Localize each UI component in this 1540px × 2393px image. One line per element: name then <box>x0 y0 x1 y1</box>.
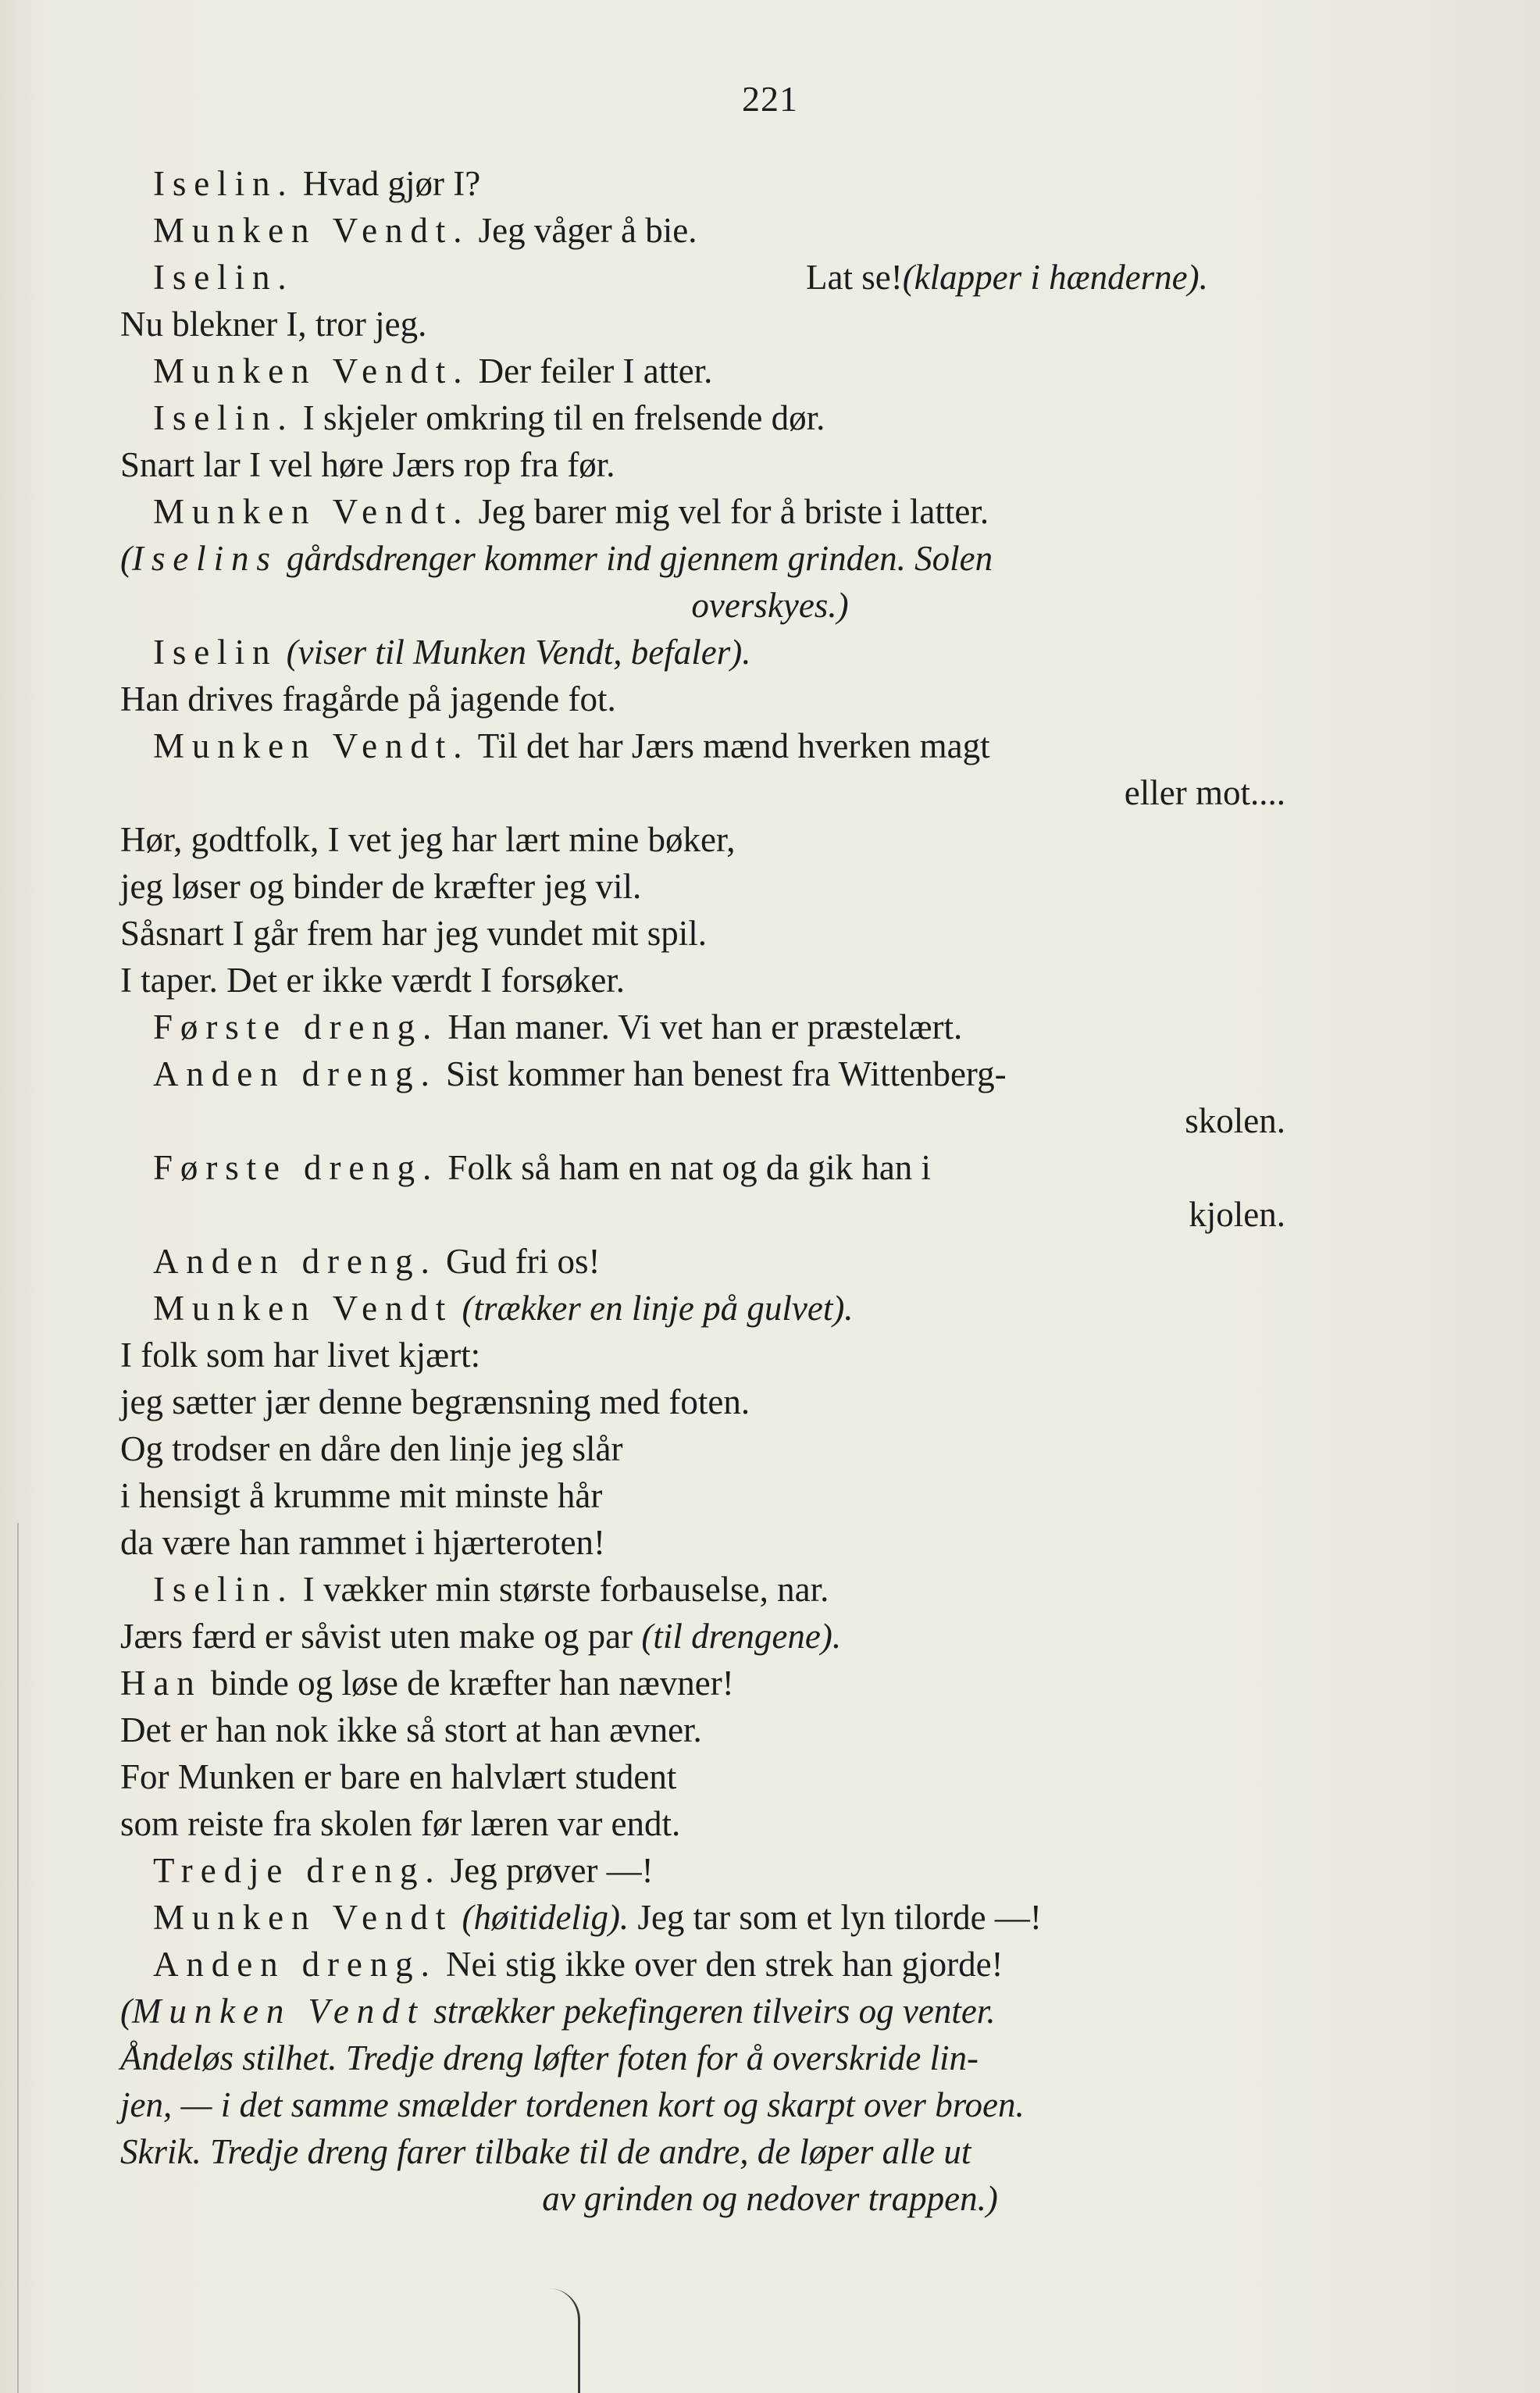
verse-line <box>120 676 616 722</box>
stage-direction: (Munken Vendt strækker pekefingeren tilveirs og venter. <box>120 1992 996 2031</box>
page-edge-rule <box>17 1523 19 2393</box>
speaker-name: Iselin. <box>153 398 294 437</box>
dialogue-line <box>153 348 712 394</box>
speaker-name: Munken Vendt. <box>153 726 470 765</box>
line-text: Gud fri os! <box>437 1242 601 1281</box>
line-text: som reiste fra skolen før læren var endt. <box>120 1804 681 1843</box>
line-text: kjolen. <box>1189 1195 1285 1234</box>
line-text: Jeg prøver —! <box>441 1851 654 1890</box>
speaker-name: Munken Vendt <box>153 1289 454 1328</box>
line-text: Der feiler I atter. <box>469 351 713 391</box>
line-text: jeg sætter jær denne begrænsning med foten. <box>120 1382 750 1421</box>
speaker-name: Iselin. <box>153 164 294 203</box>
verse-line <box>120 910 707 957</box>
speaker-name: Munken Vendt. <box>153 211 470 250</box>
stage-direction: jen, — i det samme smælder tordenen kort og skarpt over broen. <box>120 2085 1025 2124</box>
line-text: jeg løser og binder de kræfter jeg vil. <box>120 867 642 906</box>
line-text: For Munken er bare en halvlært student <box>120 1757 677 1796</box>
line-text: I skjeler omkring til en frelsende dør. <box>294 398 825 437</box>
speaker-name: Anden dreng. <box>153 1242 437 1281</box>
speaker-name: Første dreng. <box>153 1148 440 1187</box>
verse-line <box>120 957 625 1004</box>
line-text: Folk så ham en nat og da gik han i <box>439 1148 932 1187</box>
verse-line <box>120 1800 680 1847</box>
speaker-name: Iselin. <box>153 1570 294 1609</box>
speaker-name: Første dreng. <box>153 1007 440 1047</box>
line-text: eller mot.... <box>1124 773 1285 812</box>
dialogue-line <box>153 1285 854 1332</box>
dialogue-line <box>153 1894 1042 1941</box>
line-text: Lat se! <box>806 258 903 297</box>
line-text: Jærs færd er såvist uten make og par <box>120 1617 633 1656</box>
verse-continuation <box>1189 1191 1285 1238</box>
dialogue-line <box>153 1941 1003 1988</box>
dialogue-line <box>153 1144 931 1191</box>
verse-line <box>120 1753 676 1800</box>
speaker-name: Iselin <box>153 633 278 672</box>
dialogue-line-right <box>806 254 1208 301</box>
line-text: Han maner. Vi vet han er præstelært. <box>439 1007 963 1047</box>
stage-direction: (viser til Munken Vendt, befaler). <box>277 633 751 672</box>
page-number: 221 <box>742 79 798 119</box>
dialogue-line <box>153 160 480 207</box>
dialogue-line <box>153 1004 962 1050</box>
speaker-name: Iselin. <box>153 258 294 297</box>
emphasized-word: Han <box>120 1664 202 1703</box>
dialogue-line <box>153 1847 654 1894</box>
dialogue-line <box>153 254 294 301</box>
verse-line <box>120 1613 841 1660</box>
line-text: Til det har Jærs mænd hverken magt <box>469 726 990 765</box>
line-text: Hør, godtfolk, I vet jeg har lært mine bøker, <box>120 820 736 859</box>
line-text: Nei stig ikke over den strek han gjorde! <box>437 1945 1003 1984</box>
verse-line <box>120 1425 623 1472</box>
dialogue-line <box>153 207 697 254</box>
stage-speaker-name: Munken Vendt <box>132 1992 425 2031</box>
verse-line <box>120 1332 480 1378</box>
stage-direction: (trækker en linje på gulvet). <box>453 1289 854 1328</box>
stage-direction: Åndeløs stilhet. Tredje dreng løfter foten for å overskride lin- <box>120 2038 979 2077</box>
verse-line <box>120 1519 605 1566</box>
stage-speaker-name: Iselins <box>132 539 278 578</box>
line-text: Jeg våger å bie. <box>469 211 697 250</box>
verse-line <box>120 1472 602 1519</box>
line-text: Jeg tar som et lyn tilorde —! <box>629 1898 1042 1937</box>
line-text: Jeg barer mig vel for å briste i latter. <box>469 492 989 531</box>
stage-direction: (klapper i hænderne). <box>902 258 1208 297</box>
dialogue-line <box>153 629 750 676</box>
line-text: I vækker min største forbauselse, nar. <box>294 1570 829 1609</box>
stage-direction: (Iselins gårdsdrenger kommer ind gjennem grinden. Solen <box>120 539 993 578</box>
line-text: Snart lar I vel høre Jærs rop fra før. <box>120 445 615 484</box>
speaker-name: Anden dreng. <box>153 1945 437 1984</box>
line-text: Hvad gjør I? <box>294 164 481 203</box>
line-text: skolen. <box>1185 1101 1285 1140</box>
dialogue-line <box>153 1050 1007 1097</box>
verse-continuation <box>1125 769 1285 816</box>
speaker-name: Tredje dreng. <box>153 1851 442 1890</box>
line-text: Han drives fragårde på jagende fot. <box>120 679 616 719</box>
verse-line <box>120 1660 734 1706</box>
stage-direction: overskyes.) <box>691 586 849 625</box>
dialogue-line <box>153 488 989 535</box>
speaker-name: Munken Vendt. <box>153 351 470 391</box>
line-text: Det er han nok ikke så stort at han ævner. <box>120 1710 702 1749</box>
verse-line <box>120 1378 750 1425</box>
dialogue-line <box>153 1566 829 1613</box>
line-text: da være han rammet i hjærteroten! <box>120 1523 606 1562</box>
stage-direction: (høitidelig). <box>453 1898 629 1937</box>
line-text: I taper. Det er ikke værdt I forsøker. <box>120 961 626 1000</box>
dialogue-line <box>153 722 990 769</box>
line-text: Såsnart I går frem har jeg vundet mit spil. <box>120 914 708 953</box>
speaker-name: Munken Vendt. <box>153 492 470 531</box>
line-text: Sist kommer han benest fra Wittenberg- <box>437 1054 1007 1093</box>
stage-direction: av grinden og nedover trappen.) <box>542 2179 998 2218</box>
binding-mark <box>531 2288 580 2393</box>
verse-continuation <box>1185 1097 1285 1144</box>
verse-line <box>120 1706 702 1753</box>
line-text: Nu blekner I, tror jeg. <box>120 305 427 344</box>
speaker-name: Anden dreng. <box>153 1054 437 1093</box>
line-text: Og trodser en dåre den linje jeg slår <box>120 1429 623 1468</box>
verse-line <box>120 863 641 910</box>
verse-line <box>120 816 735 863</box>
verse-line <box>120 441 615 488</box>
dialogue-line <box>153 394 825 441</box>
stage-direction: Skrik. Tredje dreng farer tilbake til de andre, de løper alle ut <box>120 2132 971 2171</box>
line-text: I folk som har livet kjært: <box>120 1336 481 1375</box>
speaker-name: Munken Vendt <box>153 1898 454 1937</box>
line-text: binde og løse de kræfter han nævner! <box>201 1664 734 1703</box>
line-text: i hensigt å krumme mit minste hår <box>120 1476 603 1515</box>
dialogue-line <box>153 1238 600 1285</box>
stage-direction: (til drengene). <box>633 1617 842 1656</box>
verse-line <box>120 301 426 348</box>
